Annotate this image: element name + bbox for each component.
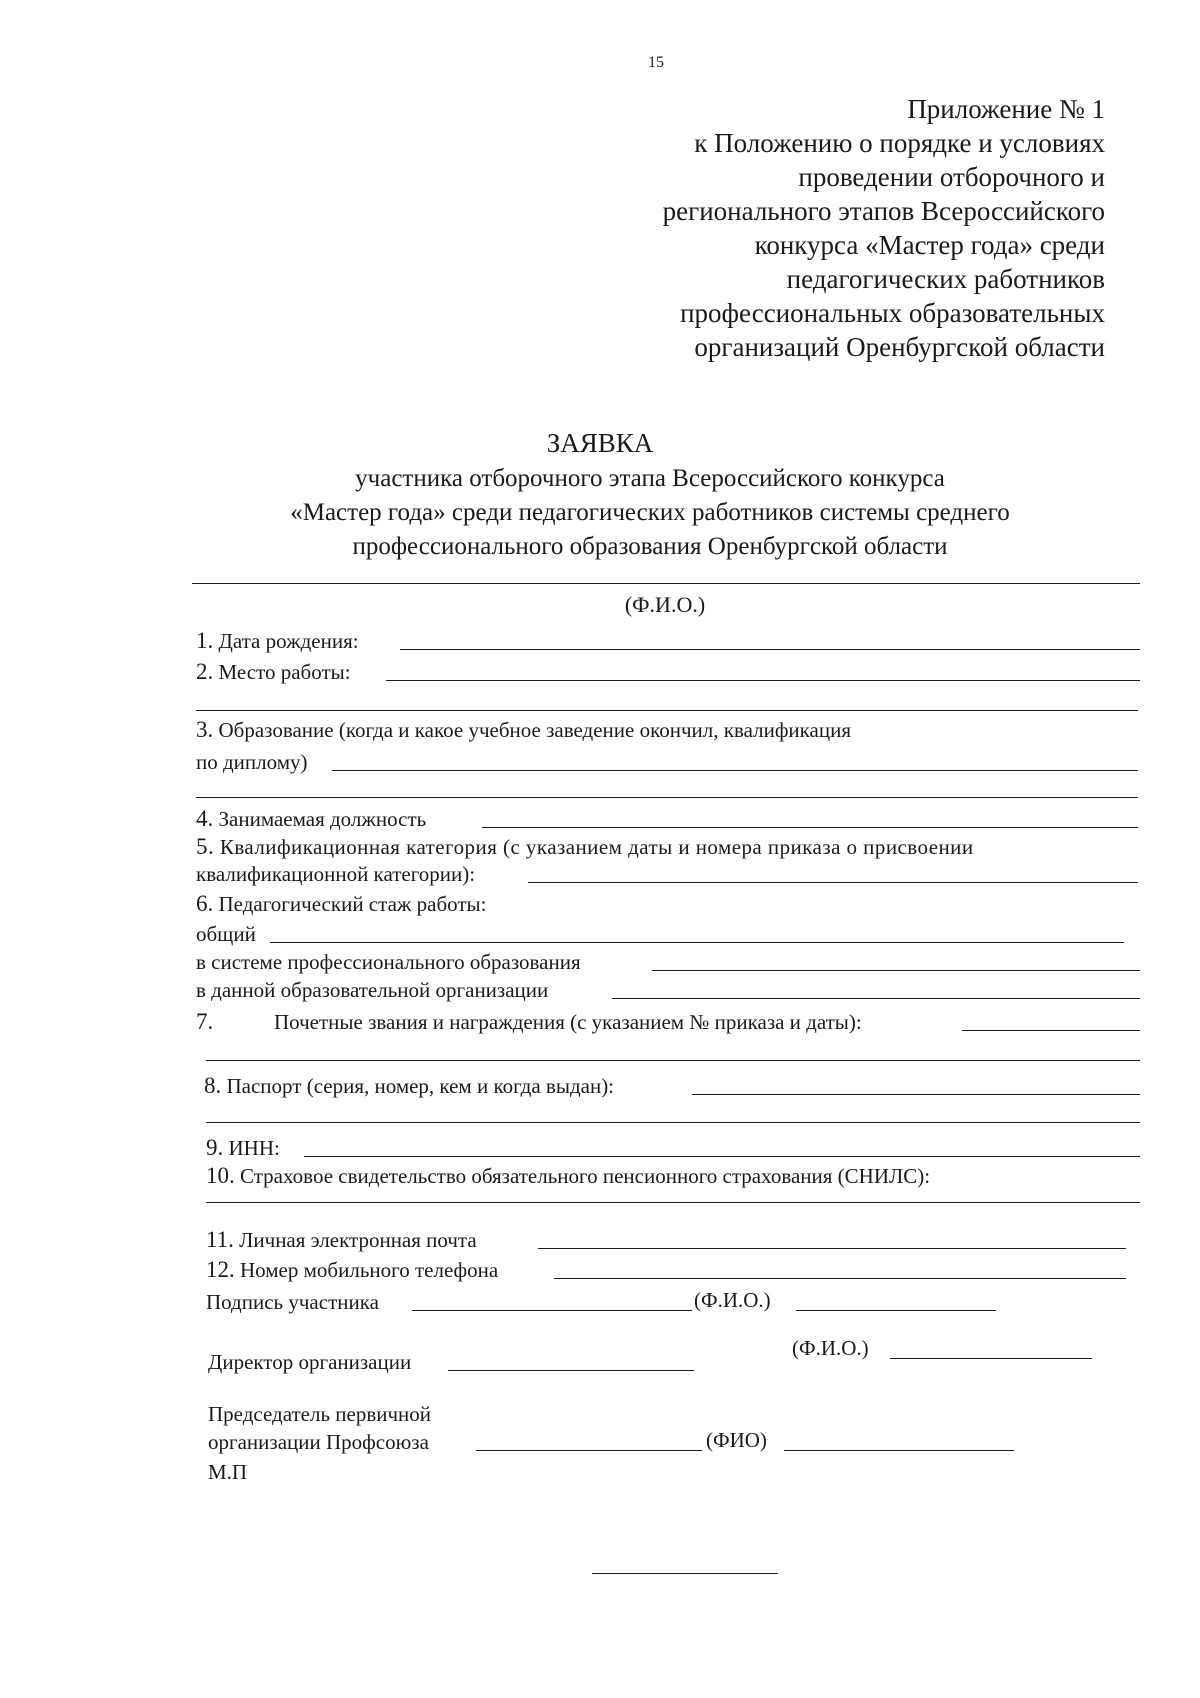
honors-line-2[interactable] <box>206 1060 1140 1061</box>
field-education-cont: по диплому) <box>196 750 308 774</box>
birth-date-line[interactable] <box>400 649 1140 650</box>
appendix-line: проведении отборочного и <box>798 162 1105 192</box>
field-label: Педагогический стаж работы: <box>218 892 487 916</box>
fio-line[interactable] <box>192 583 1140 584</box>
field-label: Дата рождения: <box>218 629 359 653</box>
field-snils <box>206 1164 930 1188</box>
field-number: 8. <box>204 1073 222 1098</box>
field-number: 11. <box>206 1227 234 1252</box>
page-number: 15 <box>648 54 664 71</box>
appendix-line: к Положению о порядке и условиях <box>694 128 1105 158</box>
field-label: Страховое свидетельство обязательного пенсионного страхования (СНИЛС): <box>240 1164 931 1188</box>
snils-line[interactable] <box>206 1202 1140 1203</box>
participant-signature-label: Подпись участника <box>206 1290 379 1314</box>
field-honors <box>196 1010 862 1034</box>
experience-org-line[interactable] <box>612 998 1140 999</box>
field-label: Место работы: <box>218 660 351 684</box>
field-label: Паспорт (серия, номер, кем и когда выдан): <box>226 1074 615 1098</box>
subtitle-line: «Мастер года» среди педагогических работников системы среднего <box>290 499 1010 526</box>
participant-fio-line[interactable] <box>796 1310 996 1311</box>
director-fio-label: (Ф.И.О.) <box>792 1336 869 1360</box>
field-number: 9. <box>206 1135 224 1160</box>
experience-org-label: в данной образовательной организации <box>196 978 549 1002</box>
passport-line[interactable] <box>692 1094 1140 1095</box>
position-line[interactable] <box>482 827 1138 828</box>
field-experience <box>196 892 487 916</box>
experience-total-line[interactable] <box>270 942 1124 943</box>
qualification-line[interactable] <box>528 882 1138 883</box>
field-phone <box>206 1258 498 1282</box>
experience-system-line[interactable] <box>652 970 1140 971</box>
field-education <box>196 718 851 742</box>
field-label: Занимаемая должность <box>218 807 427 831</box>
field-label: Номер мобильного телефона <box>240 1258 499 1282</box>
chairman-fio-label: (ФИО) <box>706 1428 767 1452</box>
document-title: ЗАЯВКА <box>546 428 654 458</box>
field-number: 5. <box>196 834 215 859</box>
subtitle-line: профессионального образования Оренбургской области <box>352 533 948 560</box>
chairman-signature-line[interactable] <box>476 1450 702 1451</box>
experience-system-label: в системе профессионального образования <box>196 950 581 974</box>
field-label: Почетные звания и награждения (с указанием № приказа и даты): <box>274 1010 862 1034</box>
fio-caption: (Ф.И.О.) <box>624 592 706 617</box>
appendix-line: профессиональных образовательных <box>680 298 1105 328</box>
field-number: 10. <box>206 1163 235 1188</box>
field-inn <box>206 1136 280 1160</box>
field-number: 2. <box>196 659 214 684</box>
email-line[interactable] <box>538 1248 1126 1249</box>
workplace-line-2[interactable] <box>196 710 1138 711</box>
director-fio-line[interactable] <box>890 1358 1092 1359</box>
field-birth-date <box>196 629 359 653</box>
document-subtitle <box>200 462 1100 564</box>
director-label: Директор организации <box>208 1350 412 1374</box>
subtitle-line: участника отборочного этапа Всероссийского конкурса <box>355 465 945 492</box>
field-label: Личная электронная почта <box>239 1228 477 1252</box>
appendix-line: педагогических работников <box>786 264 1105 294</box>
field-number: 4. <box>196 806 214 831</box>
education-line-2[interactable] <box>196 797 1138 798</box>
appendix-line: конкурса «Мастер года» среди <box>754 230 1105 260</box>
chairman-label-line1: Председатель первичной <box>208 1402 432 1426</box>
field-number: 1. <box>196 628 214 653</box>
field-email <box>206 1228 477 1252</box>
field-label: ИНН: <box>228 1136 280 1160</box>
chairman-fio-line[interactable] <box>784 1450 1014 1451</box>
participant-fio-label: (Ф.И.О.) <box>694 1288 771 1312</box>
field-passport <box>204 1074 614 1098</box>
passport-line-2[interactable] <box>206 1122 1140 1123</box>
chairman-label-line2: организации Профсоюза <box>208 1430 429 1454</box>
stamp-label: М.П <box>208 1460 248 1484</box>
workplace-line[interactable] <box>386 680 1140 681</box>
education-line[interactable] <box>332 770 1138 771</box>
appendix-line: Приложение № 1 <box>907 94 1105 124</box>
inn-line[interactable] <box>304 1156 1140 1157</box>
participant-signature-line[interactable] <box>412 1310 692 1311</box>
appendix-line: регионального этапов Всероссийского <box>662 196 1105 226</box>
field-workplace <box>196 660 351 684</box>
field-label: Образование (когда и какое учебное заведение окончил, квалификация <box>218 718 852 742</box>
field-number: 7. <box>196 1009 214 1034</box>
phone-line[interactable] <box>554 1278 1126 1279</box>
appendix-line: организаций Оренбургской области <box>694 332 1105 362</box>
field-number: 6. <box>196 891 214 916</box>
honors-line[interactable] <box>962 1030 1140 1031</box>
director-signature-line[interactable] <box>448 1370 694 1371</box>
field-number: 12. <box>206 1257 235 1282</box>
field-qualification <box>196 835 974 859</box>
field-qualification-cont: квалификационной категории): <box>196 862 476 886</box>
appendix-header <box>663 92 1105 364</box>
experience-total-label: общий <box>196 922 256 946</box>
field-label: Квалификационная категория (с указанием даты и номера приказа о присвоении <box>219 835 974 859</box>
field-position <box>196 807 426 831</box>
bottom-separator <box>592 1573 778 1574</box>
field-number: 3. <box>196 717 214 742</box>
